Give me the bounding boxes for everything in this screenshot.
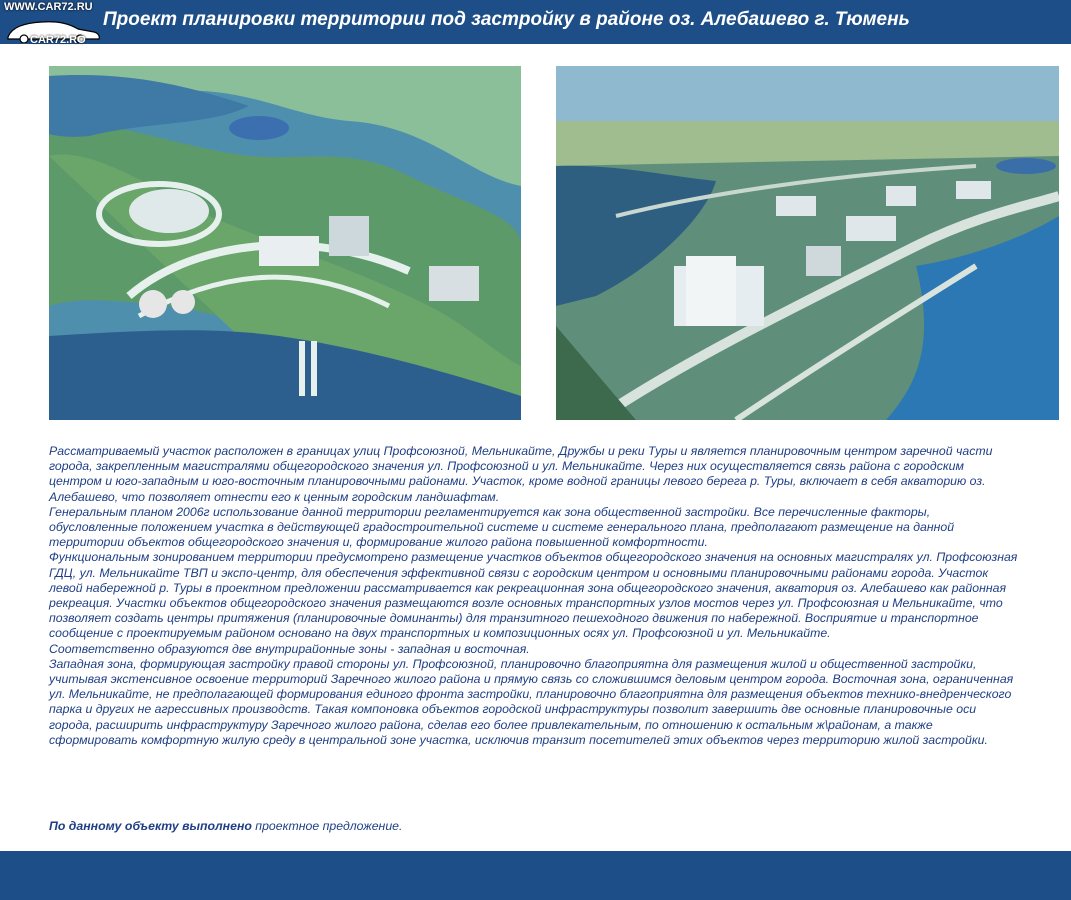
footer-bar: [0, 851, 1071, 900]
paragraph: Рассматриваемый участок расположен в границах улиц Профсоюзной, Мельникайте, Дружбы и реки Туры и является планировочным центром заречной части города, закрепленным магистралями общегородского значения ул. Профсоюзной и ул. Мельникайте. Через них осуществляется связь района с городским центром и юго-западным и юго-восточным планировочными районами. Участок, кроме водной границы левого берега р. Туры, включает в себя акваторию оз. Алебашево, что позволяет отнести его к ценным городским ландшафтам.: [49, 444, 993, 504]
footnote-value: проектное предложение.: [251, 819, 403, 833]
watermark-logo-text: CAR72.RO: [30, 34, 86, 46]
paragraph: Функциональным зонированием территории предусмотрено размещение участков объектов общегородского значения на основных магистралях ул. Профсоюзная ГДЦ, ул. Мельникайте ТВП и экспо-центр, для обеспечения эффективной связи с городским центром и основными планировочными районами города. Участок левой набережной р. Туры в проектном предложении рассматривается как рекреационная зона общегородского значения, акватория оз. Алебашево как районная рекреация. Участки объектов общегородского значения размещаются возле основных транспортных узлов мостов через ул. Профсоюзная и Мельникайте, что позволяет создать центры притяжения (планировочные доминанты) для транзитного пешеходного движения по набережной. Восприятие и транспортное сообщение с проектируемым районом основано на двух транспортных и композиционных осях ул. Профсоюзной и ул. Мельникайте.: [49, 550, 1018, 641]
page-title: Проект планировки территории под застройку в районе оз. Алебашево г. Тюмень: [103, 9, 910, 30]
description-text: [49, 444, 1059, 748]
footnote-label: По данному объекту выполнено: [49, 819, 252, 833]
paragraph: Западная зона, формирующая застройку правой стороны ул. Профсоюзной, планировочно благоприятна для размещения жилой и общественной застройки, учитывая экстенсивное освоение территорий Заречного жилого района и прямую связь со сложившимся деловым центром города. Восточная зона, ограниченная ул. Мельникайте, не предполагающей формирования единого фронта застройки, планировочно благоприятна для размещения объектов технико-внедренческого парка и других не агрессивных производств. Такая компоновка объектов городской инфраструктуры позволит завершить две основные планировочные оси города, расширить инфраструктуру Заречного жилого района, сделав его более привлекательным, по отношению к остальным ж\районам, а также сформировать комфортную жилую среду в центральной зоне участка, исключив транзит посетителей этих объектов через территорию жилой застройки.: [49, 656, 1014, 747]
paragraph: Соответственно образуются две внутрирайонные зоны - западная и восточная.: [49, 641, 530, 656]
header-bar: [0, 0, 1071, 44]
aerial-render-right-icon: [556, 66, 1059, 420]
aerial-render-left: [49, 66, 521, 420]
aerial-render-right: [556, 66, 1059, 420]
watermark-url: WWW.CAR72.RU: [4, 1, 93, 13]
aerial-render-left-icon: [49, 66, 521, 420]
footnote: [49, 819, 402, 833]
paragraph: Генеральным планом 2006г использование данной территории регламентируется как зона общественной застройки. Все перечисленные факторы, обусловленные положением участка в действующей градостроительной системе и системе генерального плана, предполагают размещение на данной территории объектов общегородского значения и, формирование жилого района повышенной комфортности.: [49, 504, 955, 550]
